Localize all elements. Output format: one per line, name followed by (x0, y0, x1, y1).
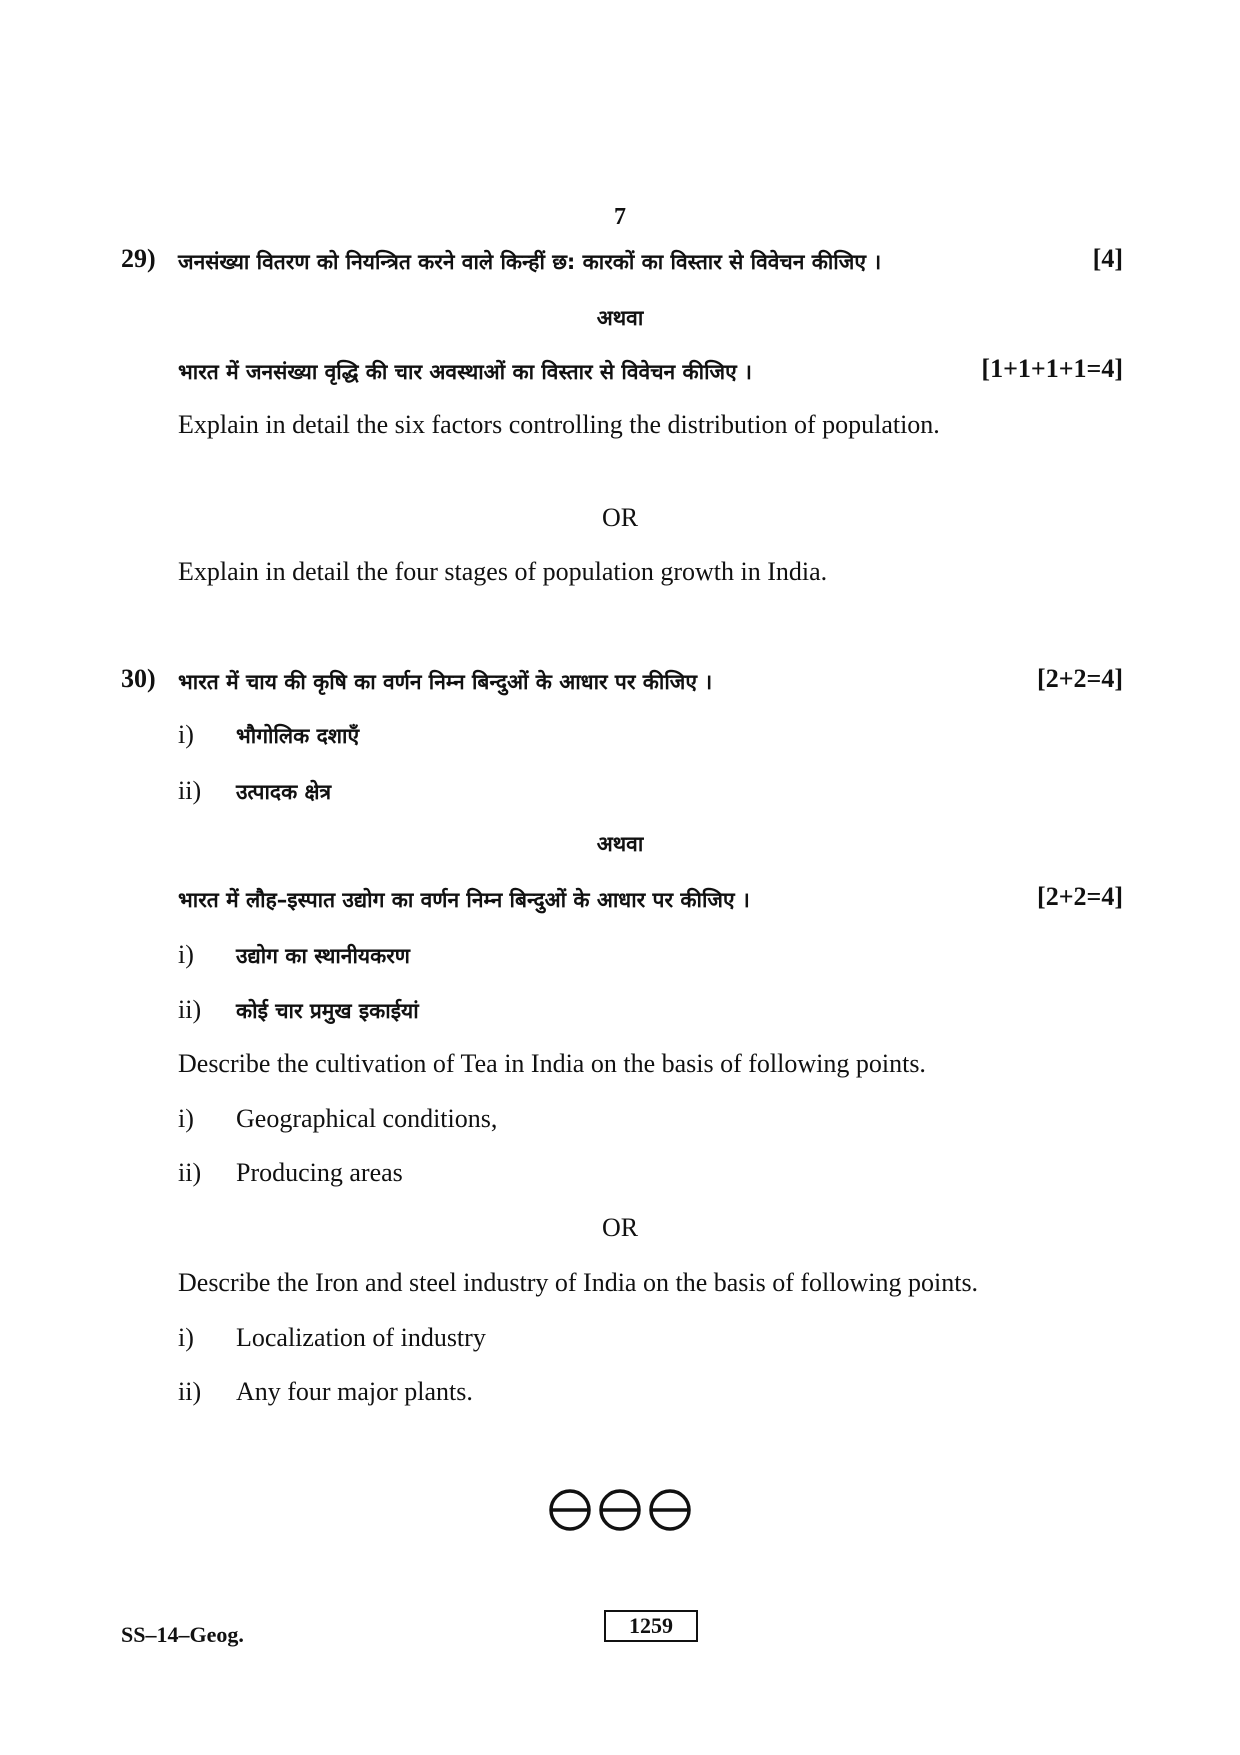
point-text-hindi: भौगोलिक दशाएँ (236, 724, 360, 748)
point-label: ii) (178, 776, 202, 805)
theta-symbol-icon (648, 1488, 692, 1532)
question-number: 30) (121, 664, 156, 693)
point-label: ii) (178, 1158, 202, 1187)
point-text-english: Localization of industry (236, 1323, 486, 1352)
alt-marks: [2+2=4] (1037, 882, 1123, 911)
question-number: 29) (121, 244, 156, 273)
or-divider-english: OR (601, 503, 639, 532)
or-divider-hindi: अथवा (596, 306, 644, 330)
alt-question-text-english: Describe the Iron and steel industry of India on the basis of following points. (178, 1268, 979, 1297)
or-divider-english: OR (601, 1213, 639, 1242)
marks: [4] (1092, 244, 1123, 273)
point-text-hindi: उद्योग का स्थानीयकरण (236, 944, 410, 968)
end-of-paper-icon (0, 1488, 1240, 1532)
point-label: ii) (178, 1377, 202, 1406)
point-label: i) (178, 720, 194, 749)
point-label: i) (178, 1104, 194, 1133)
question-text-english: Describe the cultivation of Tea in India on the basis of following points. (178, 1049, 926, 1078)
question-text-hindi: जनसंख्या वितरण को नियन्त्रित करने वाले किन्हीं छ: कारकों का विस्तार से विवेचन कीजिए । (178, 250, 882, 274)
question-text-hindi: भारत में चाय की कृषि का वर्णन निम्न बिन्दुओं के आधार पर कीजिए । (178, 670, 713, 694)
point-label: ii) (178, 995, 202, 1024)
question-text-english: Explain in detail the six factors controlling the distribution of population. (178, 410, 940, 439)
theta-symbol-icon (548, 1488, 592, 1532)
alt-question-text-hindi: भारत में जनसंख्या वृद्धि की चार अवस्थाओं का विस्तार से विवेचन कीजिए । (178, 360, 752, 384)
or-divider-hindi: अथवा (596, 832, 644, 856)
alt-question-text-english: Explain in detail the four stages of population growth in India. (178, 557, 828, 586)
alt-question-text-hindi: भारत में लौह–इस्पात उद्योग का वर्णन निम्न बिन्दुओं के आधार पर कीजिए । (178, 888, 750, 912)
subject-code: SS–14–Geog. (121, 1622, 244, 1647)
theta-symbol-icon (598, 1488, 642, 1532)
point-text-hindi: कोई चार प्रमुख इकाईयां (236, 999, 419, 1023)
alt-marks: [1+1+1+1=4] (981, 354, 1123, 383)
point-text-english: Producing areas (236, 1158, 403, 1187)
point-text-english: Any four major plants. (236, 1377, 473, 1406)
page-number: 7 (614, 204, 626, 230)
paper-code-box: 1259 (604, 1610, 698, 1642)
point-text-english: Geographical conditions, (236, 1104, 498, 1133)
point-label: i) (178, 1323, 194, 1352)
point-label: i) (178, 940, 194, 969)
point-text-hindi: उत्पादक क्षेत्र (236, 780, 332, 804)
marks: [2+2=4] (1037, 664, 1123, 693)
